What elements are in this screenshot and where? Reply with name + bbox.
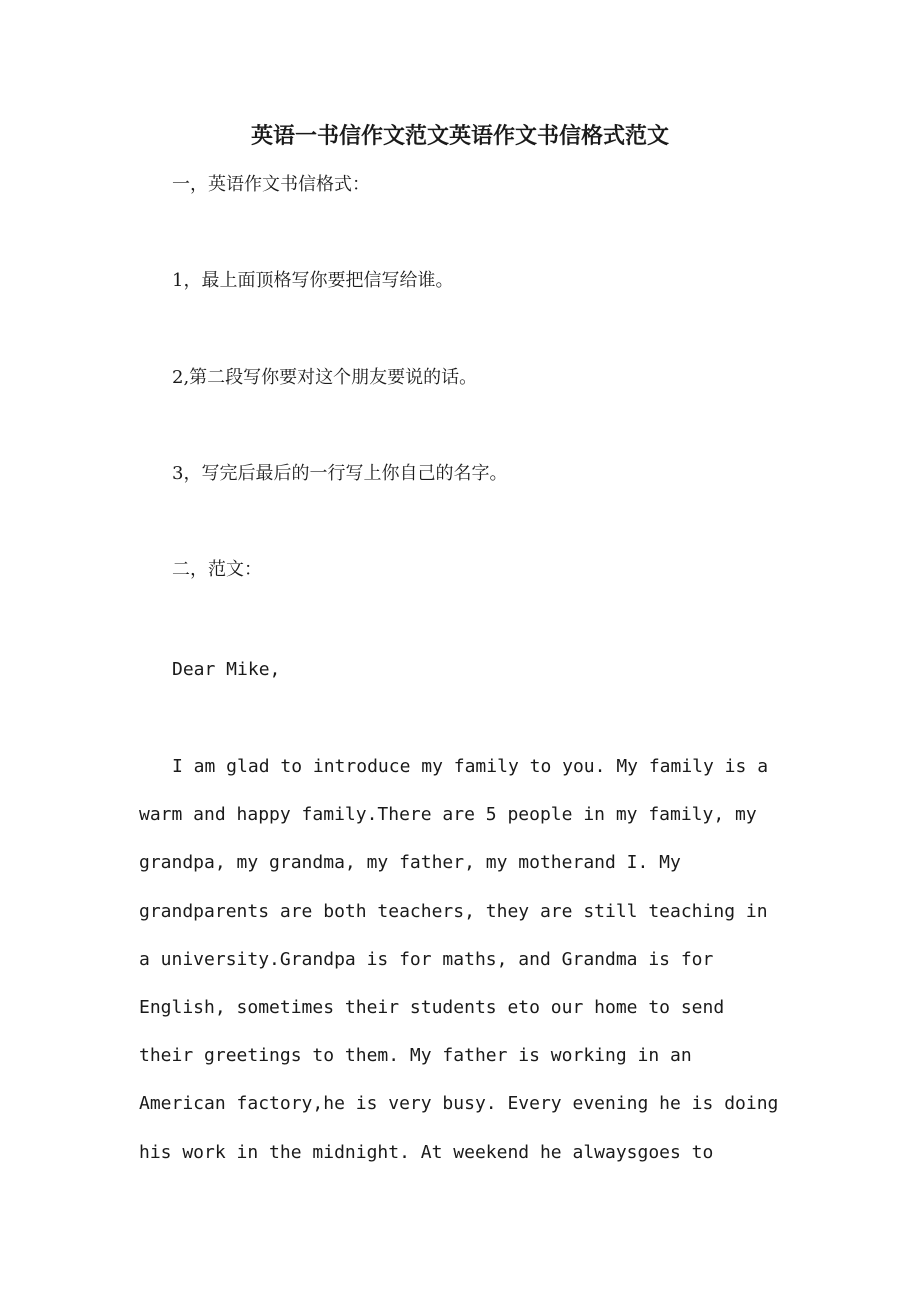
format-step: 2,第二段写你要对这个朋友要说的话。 xyxy=(172,367,478,388)
letter-body xyxy=(139,753,799,1187)
page-title: 英语一书信作文范文英语作文书信格式范文 xyxy=(250,123,669,149)
letter-body-line: grandparents are both teachers, they are still teaching in xyxy=(139,900,768,922)
letter-body-line: his work in the midnight. At weekend he alwaysgoes to xyxy=(139,1141,714,1163)
section-two-heading: 二，范文： xyxy=(172,559,262,580)
letter-body-line: grandpa, my grandma, my father, my motherand I. My xyxy=(139,852,681,874)
letter-body-line: English, sometimes their students eto our home to send xyxy=(139,996,725,1018)
letter-body-line: I am glad to introduce my family to you. My family is a xyxy=(172,756,769,777)
format-step: 1，最上面顶格写你要把信写给谁。 xyxy=(172,270,454,291)
letter-body-line: warm and happy family.There are 5 people in my family, my xyxy=(139,804,757,826)
letter-body-line: a university.Grandpa is for maths, and Grandma is for xyxy=(139,948,714,970)
letter-body-line: their greetings to them. My father is working in an xyxy=(139,1045,692,1067)
letter-body-line: American factory,he is very busy. Every evening he is doing xyxy=(139,1093,779,1115)
section-one-heading: 一，英语作文书信格式： xyxy=(172,174,370,195)
format-step: 3，写完后最后的一行写上你自己的名字。 xyxy=(172,463,508,484)
letter-salutation: Dear Mike, xyxy=(172,659,281,680)
